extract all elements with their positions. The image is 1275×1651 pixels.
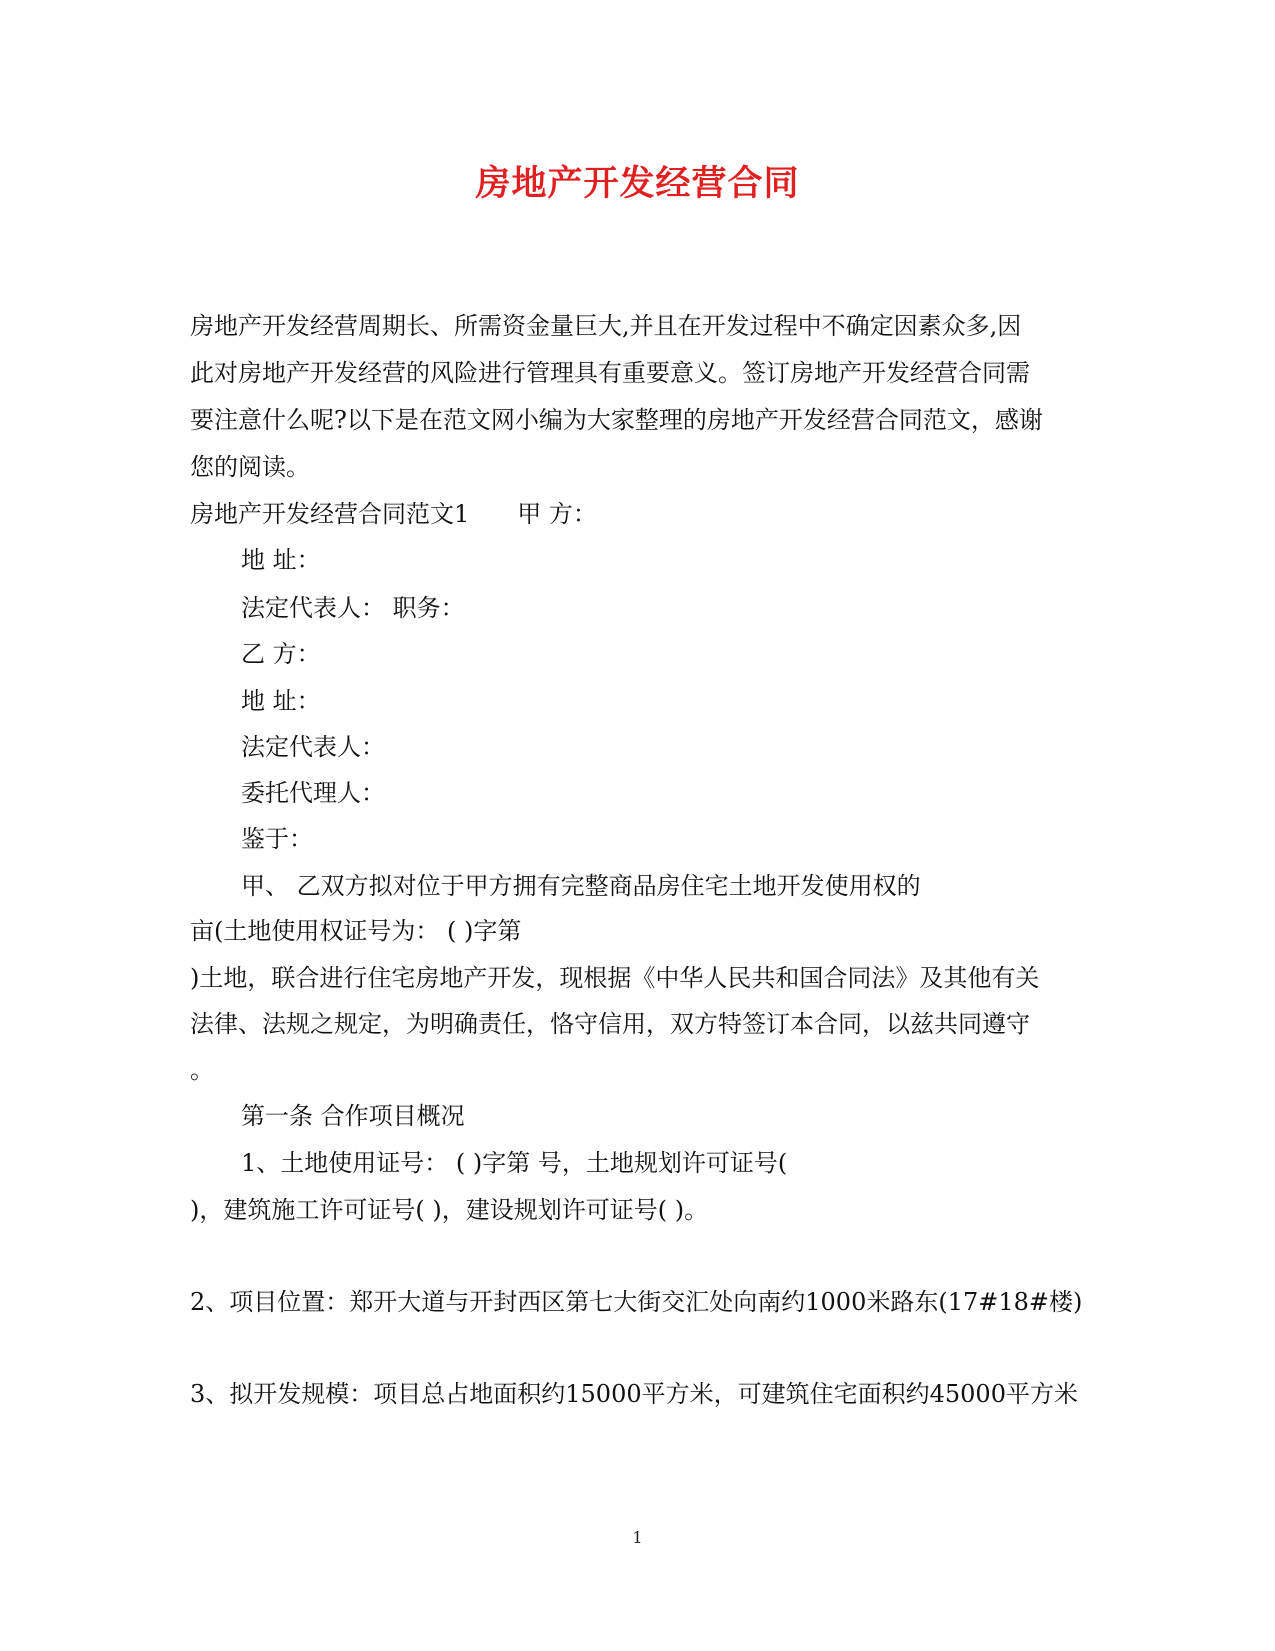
whereas-line-4: 法律、法规之规定，为明确责任，恪守信用，双方特签订本合同，以兹共同遵守 <box>190 1010 1030 1038</box>
intro-line-1: 房地产开发经营周期长、所需资金量巨大,并且在开发过程中不确定因素众多,因 <box>190 312 1022 340</box>
authorized-agent-label: 委托代理人： <box>241 779 385 807</box>
document-title: 房地产开发经营合同 <box>475 163 800 204</box>
item-1-line-1: 1、土地使用证号： ( )字第 号，土地规划许可证号( <box>241 1149 788 1177</box>
whereas-line-3: )土地，联合进行住宅房地产开发，现根据《中华人民共和国合同法》及其他有关 <box>190 964 1040 992</box>
party-b-address-label: 地 址： <box>241 687 321 715</box>
party-b-label: 乙 方： <box>241 640 321 668</box>
item-1-line-2: )，建筑施工许可证号( )，建设规划许可证号( )。 <box>190 1196 709 1224</box>
party-a-address-label: 地 址： <box>241 546 321 574</box>
article-1-title: 第一条 合作项目概况 <box>241 1102 465 1130</box>
whereas-label: 鉴于： <box>241 825 313 853</box>
whereas-line-5: 。 <box>190 1056 214 1084</box>
sample-heading: 房地产开发经营合同范文1 甲 方： <box>190 500 597 528</box>
whereas-line-1: 甲、 乙双方拟对位于甲方拥有完整商品房住宅土地开发使用权的 <box>241 872 921 900</box>
intro-line-2: 此对房地产开发经营的风险进行管理具有重要意义。签订房地产开发经营合同需 <box>190 359 1030 387</box>
page-number: 1 <box>632 1528 643 1547</box>
intro-line-3: 要注意什么呢?以下是在范文网小编为大家整理的房地产开发经营合同范文，感谢 <box>190 406 1043 434</box>
item-2-location: 2、项目位置：郑开大道与开封西区第七大街交汇处向南约1000米路东(17#18#楼) <box>190 1288 1083 1316</box>
intro-line-4: 您的阅读。 <box>190 453 310 481</box>
party-b-representative-label: 法定代表人： <box>241 733 385 761</box>
whereas-line-2: 亩(土地使用权证号为： ( )字第 <box>190 917 522 945</box>
party-a-representative-label: 法定代表人： 职务： <box>241 594 465 622</box>
item-3-scale: 3、拟开发规模：项目总占地面积约15000平方米，可建筑住宅面积约45000平方米 <box>190 1380 1078 1408</box>
